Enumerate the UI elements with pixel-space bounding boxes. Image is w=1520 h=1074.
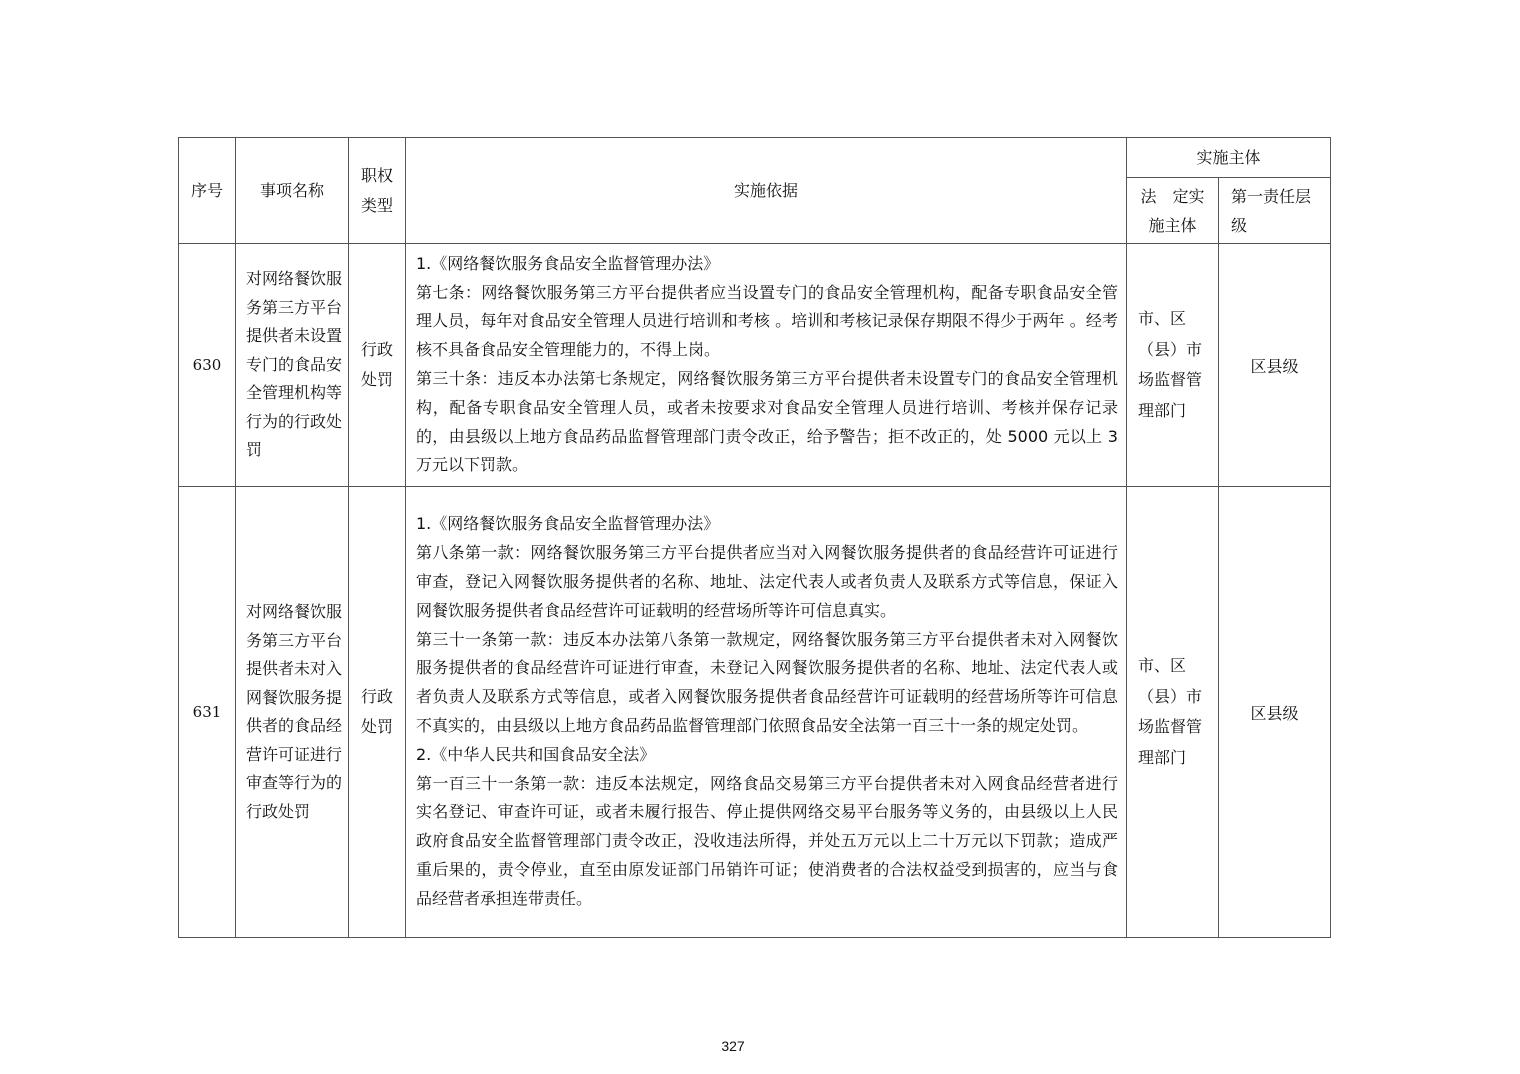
row-legal-entity (1127, 487, 1219, 938)
page-number: 327 (721, 1038, 745, 1054)
header-basis: 实施依据 (406, 138, 1127, 244)
row-name (236, 487, 349, 938)
basis-source: 1.《网络餐饮服务食品安全监督管理办法》 (416, 514, 720, 534)
row-legal-entity (1127, 244, 1219, 487)
row-type (349, 487, 406, 938)
header-level-text: 第一责任层级 (1231, 186, 1312, 235)
row-type (349, 244, 406, 487)
header-name: 事项名称 (236, 138, 349, 244)
header-level (1219, 178, 1331, 244)
row-seq: 631 (179, 487, 236, 938)
header-seq: 序号 (179, 138, 236, 244)
row-level: 区县级 (1219, 244, 1331, 487)
basis-article: 第八条第一款：网络餐饮服务第三方平台提供者应当对入网餐饮服务提供者的食品经营许可证进行审查，登记入网餐饮服务提供者的名称、地址、法定代表人或者负责人及联系方式等信息，保证入网餐饮服务提供者食品经营许可证载明的经营场所等许可信息真实。 (416, 543, 1118, 620)
row-level: 区县级 (1219, 487, 1331, 938)
header-legal-entity (1127, 178, 1219, 244)
header-entity-group: 实施主体 (1127, 138, 1331, 178)
row-type-text: 行政处罚 (360, 687, 393, 736)
basis-source: 2.《中华人民共和国食品安全法》 (416, 744, 656, 764)
header-type-text: 职权类型 (360, 165, 393, 215)
row-basis (406, 487, 1127, 938)
row-legal-entity-text: 市、区（县）市场监督管理部门 (1138, 656, 1203, 767)
enforcement-table (178, 137, 1331, 938)
header-type (349, 138, 406, 244)
row-type-text: 行政处罚 (360, 340, 393, 389)
basis-article: 第一百三十一条第一款：违反本法规定，网络食品交易第三方平台提供者未对入网食品经营者进行实名登记、审查许可证，或者未履行报告、停止提供网络交易平台服务等义务的，由县级以上人民政府食品安全监督管理部门责令改正，没收违法所得，并处五万元以上二十万元以下罚款；造成严重后果的，责令停业，直至由原发证部门吊销许可证；使消费者的合法权益受到损害的，应当与食品经营者承担连带责任。 (416, 773, 1118, 908)
basis-article: 第三十一条第一款：违反本办法第八条第一款规定，网络餐饮服务第三方平台提供者未对入网餐饮服务提供者的食品经营许可证进行审查，未登记入网餐饮服务提供者的名称、地址、法定代表人或者负责人及联系方式等信息，或者入网餐饮服务提供者食品经营许可证载明的经营场所等许可信息不真实的，由县级以上地方食品药品监督管理部门依照食品安全法第一百三十一条的规定处罚。 (416, 629, 1118, 735)
basis-source: 1.《网络餐饮服务食品安全监督管理办法》 (416, 253, 720, 273)
table-row (179, 244, 1331, 487)
row-seq: 630 (179, 244, 236, 487)
row-legal-entity-text: 市、区（县）市场监督管理部门 (1138, 309, 1203, 420)
row-name-text: 对网络餐饮服务第三方平台提供者未设置专门的食品安全管理机构等行为的行政处罚 (246, 269, 343, 460)
row-basis (406, 244, 1127, 487)
row-name-text: 对网络餐饮服务第三方平台提供者未对入网餐饮服务提供者的食品经营许可证进行审查等行为的行政处罚 (246, 602, 343, 821)
basis-article: 第三十条：违反本办法第七条规定，网络餐饮服务第三方平台提供者未设置专门的食品安全管理机构，配备专职食品安全管理人员，或者未按要求对食品安全管理人员进行培训、考核并保存记录的，由县级以上地方食品药品监督管理部门责令改正，给予警告；拒不改正的，处 5000 元以上 3 万元以下罚款。 (416, 369, 1118, 475)
table-row (179, 487, 1331, 938)
basis-article: 第七条：网络餐饮服务第三方平台提供者应当设置专门的食品安全管理机构，配备专职食品安全管理人员，每年对食品安全管理人员进行培训和考核 。培训和考核记录保存期限不得少于两年 。经考核不具备食品安全管理能力的，不得上岗。 (416, 282, 1118, 360)
header-legal-entity-text: 法 定实施主体 (1140, 186, 1205, 235)
row-name (236, 244, 349, 487)
